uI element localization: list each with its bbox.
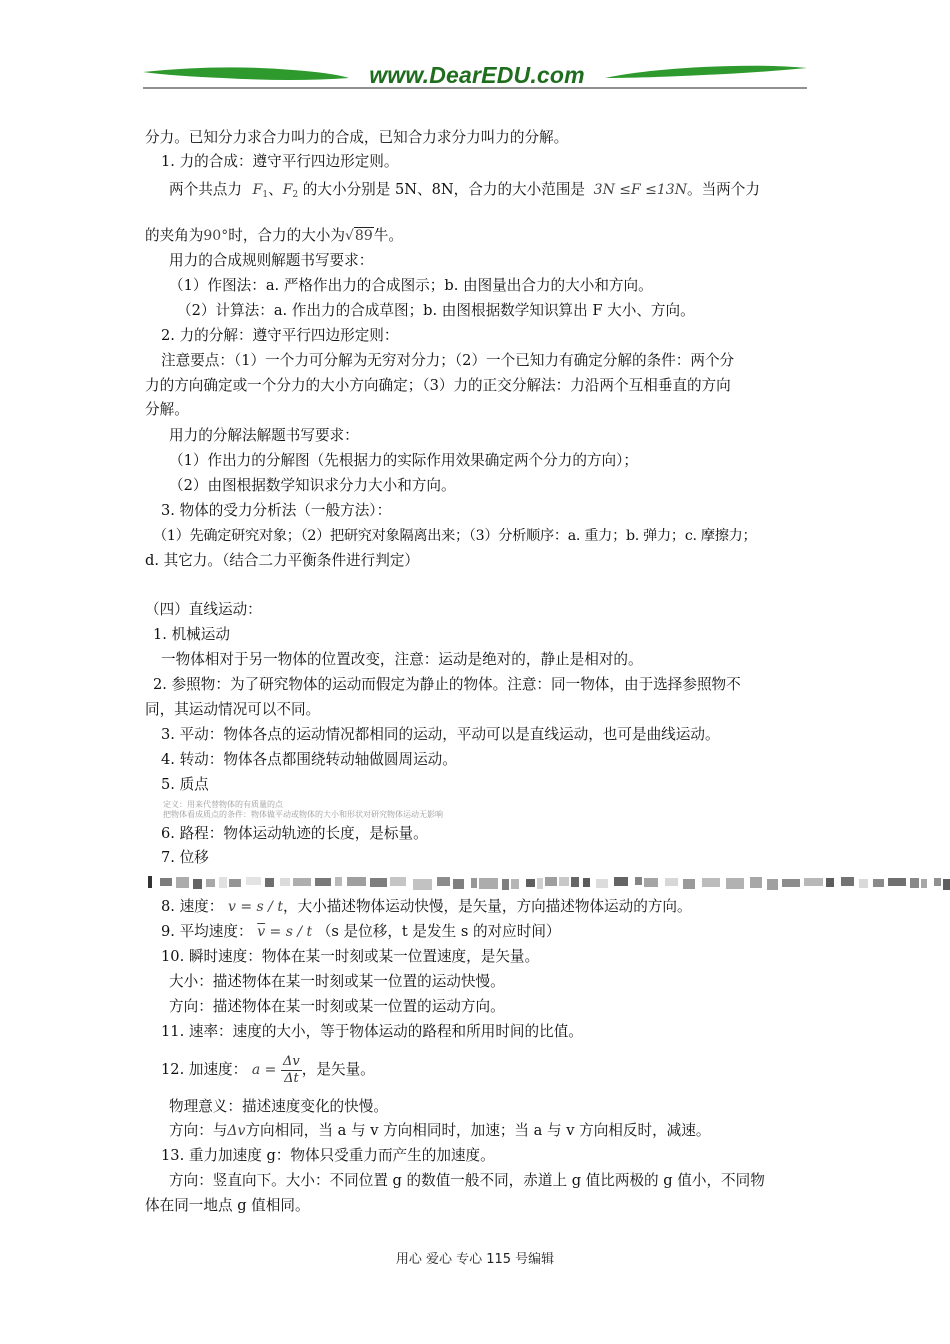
paragraph-line: 用力的分解法解题书写要求：	[169, 427, 359, 444]
page-footer: 用心 爱心 专心 115 号编辑	[395, 1252, 555, 1267]
paragraph-line: 2. 参照物：为了研究物体的运动而假定为静止的物体。注意：同一物体，由于选择参照物不	[153, 676, 741, 693]
paragraph-line: （1）作图法：a. 严格作出力的合成图示；b. 由图量出合力的大小和方向。	[169, 277, 653, 294]
paragraph-line: 1. 力的合成：遵守平行四边形定则。	[161, 153, 399, 170]
math-force-range: 3N ≤F ≤13N	[593, 182, 687, 198]
math-velocity: v = s / t	[228, 899, 283, 915]
separator: 、	[268, 181, 283, 198]
section-heading: （四）直线运动：	[145, 601, 262, 618]
text-run: 9. 平均速度：	[161, 923, 253, 940]
text-run: 12. 加速度：	[161, 1061, 248, 1078]
text-run: 牛。	[373, 227, 403, 244]
math-sqrt: √89	[344, 228, 373, 244]
text-run: 方向：与	[169, 1122, 228, 1139]
paragraph-line: 一物体相对于另一物体的位置改变，注意：运动是绝对的，静止是相对的。	[161, 651, 643, 668]
text-run: 8. 速度：	[161, 898, 224, 915]
text-run: ，是矢量。	[301, 1061, 375, 1078]
paragraph-line: （1）作出力的分解图（先根据力的实际作用效果确定两个分力的方向）；	[169, 452, 638, 469]
paragraph-line: （2）计算法：a. 作出力的合成草图；b. 由图根据数学知识算出 F 大小、方向。	[177, 302, 695, 319]
particle-definition-note: 定义：用来代替物体的有质量的点	[163, 800, 283, 809]
paragraph-line: 用力的合成规则解题书写要求：	[169, 252, 374, 269]
paragraph-line: 7. 位移	[161, 849, 209, 866]
paragraph-line: （2）由图根据数学知识求分力大小和方向。	[169, 477, 456, 494]
paragraph-line: 同，其运动情况可以不同。	[145, 701, 321, 718]
text-run: 两个共点力	[169, 181, 242, 198]
text-run: ，大小描述物体运动快慢，是矢量，方向描述物体运动的方向。	[282, 898, 692, 915]
math-angle: 90°	[203, 228, 229, 244]
text-run: 方向相同，当 a 与 v 方向相同时，加速；当 a 与 v 方向相反时，减速。	[245, 1122, 711, 1139]
text-run: 。当两个力	[686, 181, 760, 198]
paragraph-line: 分解。	[145, 401, 189, 418]
page-header	[143, 58, 807, 94]
paragraph-line	[169, 180, 760, 205]
paragraph-line: 大小：描述物体在某一时刻或某一位置的运动快慢。	[169, 973, 505, 990]
paragraph-line: 3. 物体的受力分析法（一般方法）：	[161, 502, 392, 519]
paragraph-line: 物理意义：描述速度变化的快慢。	[169, 1098, 388, 1115]
math-average-velocity: $\overline{v} = s / t$	[257, 924, 313, 940]
paragraph-line: 体在同一地点 g 值相同。	[145, 1197, 310, 1214]
paragraph-line: 11. 速率：速度的大小，等于物体运动的路程和所用时间的比值。	[161, 1023, 583, 1040]
text-run: 的大小分别是 5N、8N，合力的大小范围是	[302, 181, 586, 198]
paragraph-line: 5. 质点	[161, 776, 209, 793]
paragraph-line: d. 其它力。（结合二力平衡条件进行判定）	[145, 552, 420, 569]
math-delta-v: Δv	[227, 1123, 246, 1139]
math-acceleration-lhs: a =	[251, 1062, 277, 1078]
paragraph-line: 1. 机械运动	[153, 626, 230, 643]
math-f2: $F_2$	[282, 182, 299, 200]
paragraph-line: （1）先确定研究对象；（2）把研究对象隔离出来；（3）分析顺序：a. 重力；b. 弹力；c. 摩擦力；	[153, 528, 757, 544]
displacement-formula-image-garbled	[30, 874, 950, 890]
text-run: 的夹角为	[145, 227, 204, 244]
site-logo-text[interactable]: www.DearEDU.com	[369, 62, 585, 88]
paragraph-line	[161, 1048, 375, 1092]
text-run: 时，合力的大小为	[228, 227, 345, 244]
paragraph-line: 力的方向确定或一个分力的大小方向确定；（3）力的正交分解法：力沿两个互相垂直的方向	[145, 377, 731, 394]
paragraph-line: 方向：描述物体在某一时刻或某一位置的运动方向。	[169, 998, 505, 1015]
paragraph-line	[161, 897, 692, 917]
math-f1: $F_1$	[252, 182, 269, 200]
paragraph-line: 分力。已知分力求合力叫力的合成，已知合力求分力叫力的分解。	[145, 129, 569, 146]
paragraph-line	[161, 922, 561, 942]
paragraph-line: 4. 转动：物体各点都围绕转动轴做圆周运动。	[161, 751, 457, 768]
particle-condition-note: 把物体看成质点的条件：物体做平动或物体的大小和形状对研究物体运动无影响	[163, 810, 443, 819]
paragraph-line: 方向：竖直向下。大小：不同位置 g 的数值一般不同，赤道上 g 值比两极的 g 值小，不同物	[169, 1172, 765, 1189]
math-acceleration-fraction: $\frac{\Delta v}{\Delta t}$	[283, 1053, 300, 1086]
paragraph-line: 注意要点：（1）一个力可分解为无穷对分力；（2）一个已知力有确定分解的条件：两个分	[161, 352, 735, 369]
text-run: （s 是位移，t 是发生 s 的对应时间）	[316, 923, 561, 940]
paragraph-line	[145, 226, 403, 246]
paragraph-line: 2. 力的分解：遵守平行四边形定则：	[161, 327, 399, 344]
paragraph-line: 13. 重力加速度 g：物体只受重力而产生的加速度。	[161, 1147, 495, 1164]
paragraph-line: 10. 瞬时速度：物体在某一时刻或某一位置速度，是矢量。	[161, 948, 540, 965]
paragraph-line: 3. 平动：物体各点的运动情况都相同的运动，平动可以是直线运动，也可是曲线运动。	[161, 726, 720, 743]
paragraph-line: 6. 路程：物体运动轨迹的长度，是标量。	[161, 825, 428, 842]
paragraph-line	[169, 1121, 710, 1141]
